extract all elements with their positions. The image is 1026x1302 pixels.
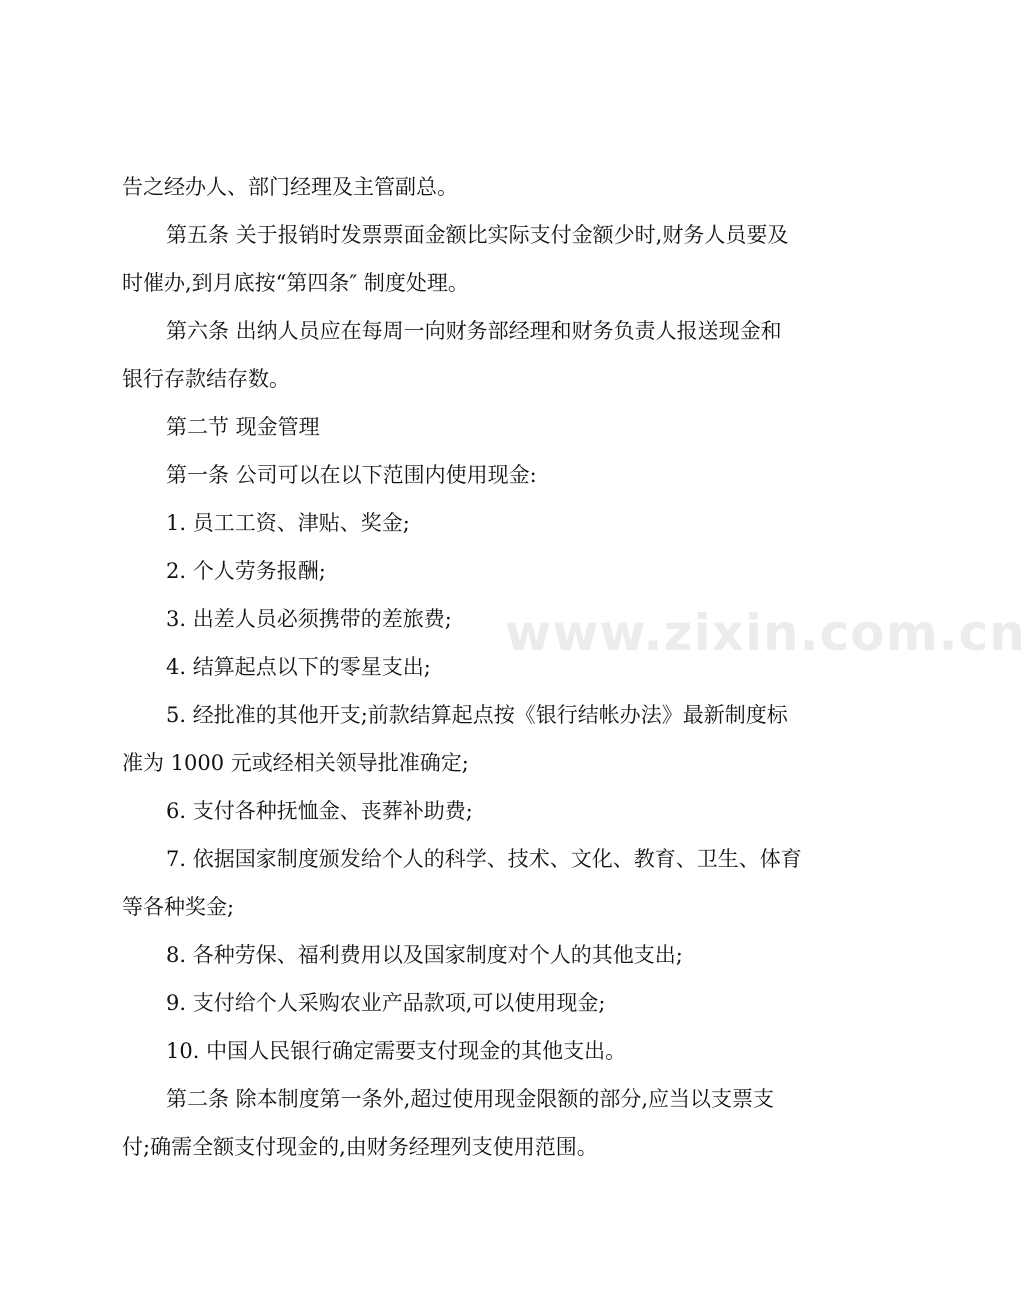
article-6-line-2: 银行存款结存数。 <box>122 367 290 391</box>
list-item-4: 4. 结算起点以下的零星支出; <box>166 655 431 679</box>
list-item-5-line-2: 准为 1000 元或经相关领导批准确定; <box>122 751 469 775</box>
list-item-5-line-1: 5. 经批准的其他开支;前款结算起点按《银行结帐办法》最新制度标 <box>166 703 788 727</box>
article-2-line-1: 第二条 除本制度第一条外,超过使用现金限额的部分,应当以支票支 <box>166 1087 775 1111</box>
list-item-7-line-1: 7. 依据国家制度颁发给个人的科学、技术、文化、教育、卫生、体育 <box>166 847 802 871</box>
list-item-6: 6. 支付各种抚恤金、丧葬补助费; <box>166 799 473 823</box>
article-5-line-1: 第五条 关于报销时发票票面金额比实际支付金额少时,财务人员要及 <box>166 223 789 247</box>
list-item-10: 10. 中国人民银行确定需要支付现金的其他支出。 <box>166 1039 627 1063</box>
article-6-line-1: 第六条 出纳人员应在每周一向财务部经理和财务负责人报送现金和 <box>166 319 782 343</box>
list-item-3: 3. 出差人员必须携带的差旅费; <box>166 607 452 631</box>
list-item-1: 1. 员工工资、津贴、奖金; <box>166 511 410 535</box>
list-item-2: 2. 个人劳务报酬; <box>166 559 326 583</box>
document-body <box>122 163 812 1171</box>
list-item-9: 9. 支付给个人采购农业产品款项,可以使用现金; <box>166 991 606 1015</box>
list-item-7-line-2: 等各种奖金; <box>122 895 235 919</box>
article-2-line-2: 付;确需全额支付现金的,由财务经理列支使用范围。 <box>122 1135 598 1159</box>
article-5-line-2: 时催办,到月底按“第四条″ 制度处理。 <box>122 271 469 295</box>
watermark: www.zixin.com.cn <box>505 604 1026 662</box>
text-line: 告之经办人、部门经理及主管副总。 <box>122 175 458 199</box>
section-heading: 第二节 现金管理 <box>166 415 320 439</box>
article-1-line: 第一条 公司可以在以下范围内使用现金: <box>166 463 537 487</box>
list-item-8: 8. 各种劳保、福利费用以及国家制度对个人的其他支出; <box>166 943 683 967</box>
